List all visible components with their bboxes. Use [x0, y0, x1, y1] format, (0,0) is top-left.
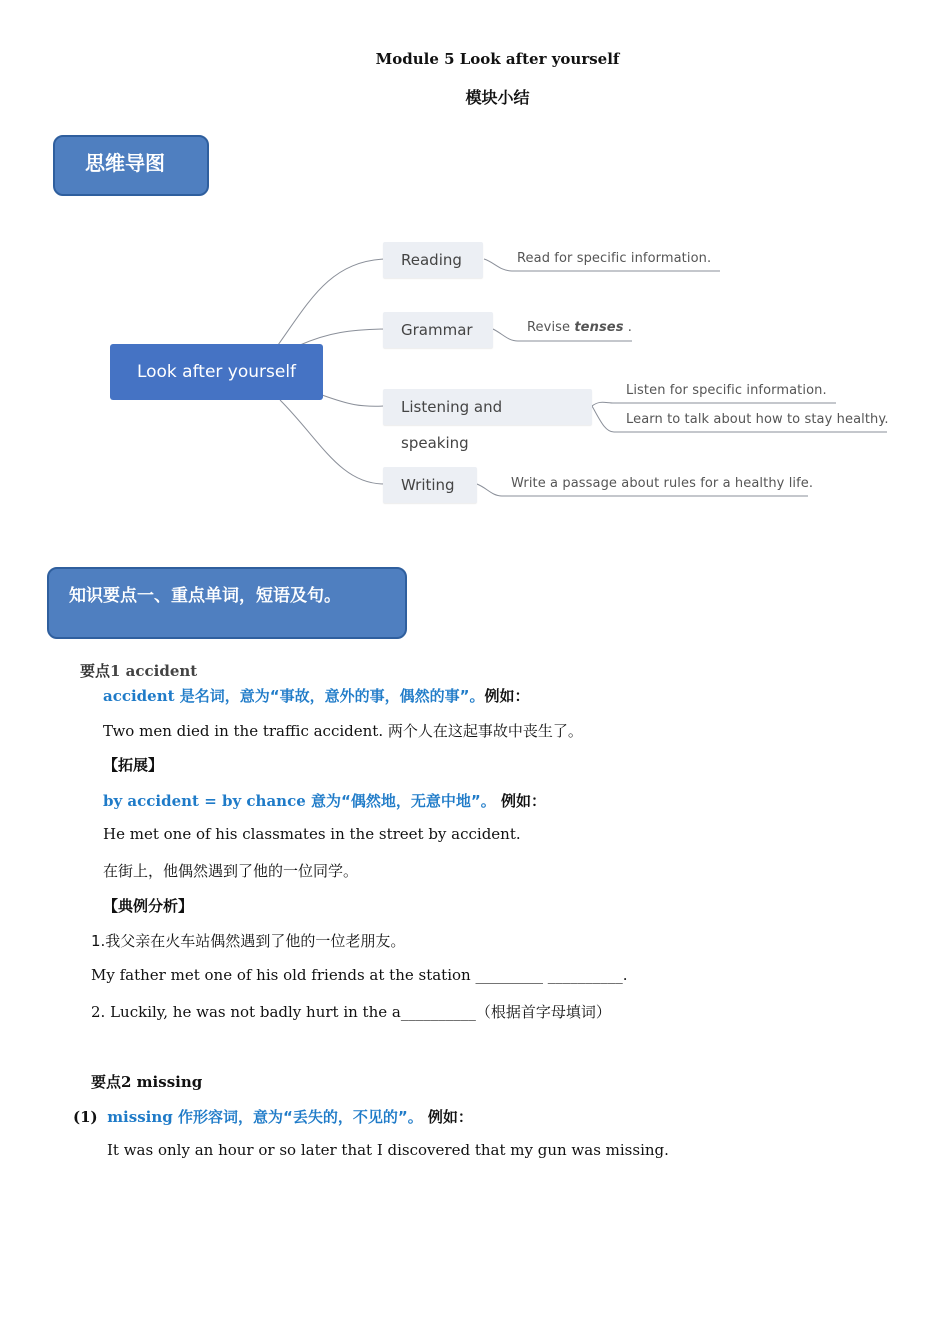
point1-question1-en: My father met one of his old friends at the station _________ __________.	[91, 966, 628, 984]
page-subtitle: 模块小结	[465, 88, 530, 107]
mindmap-branch-listening: Listening and speaking	[383, 389, 592, 425]
point1-def-example: 例如：	[484, 687, 530, 705]
point1-heading-en: 1 accident	[110, 662, 198, 680]
point1-example2-cn: 在街上，他偶然遇到了他的一位同学。	[103, 862, 359, 880]
point1-analysis-label: 【典例分析】	[103, 897, 194, 915]
point2-heading-cn: 要点	[91, 1073, 122, 1091]
mindmap-root: Look after yourself	[110, 344, 323, 400]
point1-phrase-text: 意为“偶然地，无意中地”。	[305, 792, 496, 810]
section-mindmap-label: 思维导图	[53, 135, 209, 196]
point1-question1-cn: 1.我父亲在火车站偶然遇到了他的一位老朋友。	[91, 932, 406, 950]
point2-def-word: missing	[107, 1108, 173, 1126]
point2-heading	[91, 1071, 202, 1092]
point1-definition	[103, 685, 530, 706]
point1-example1: Two men died in the traffic accident. 两个人在这起事故中丧生了。	[103, 722, 583, 740]
point2-example1: It was only an hour or so later that I discovered that my gun was missing.	[107, 1141, 669, 1159]
mindmap-leaf-writing: Write a passage about rules for a healthy life.	[511, 476, 814, 491]
point2-num: (1)	[73, 1108, 98, 1126]
point1-phrase-words: by accident = by chance	[103, 792, 306, 810]
point1-def-word: accident	[103, 687, 175, 705]
mindmap-leaf-listening-2: Learn to talk about how to stay healthy.	[626, 412, 889, 427]
mindmap-branch-grammar: Grammar	[383, 312, 493, 348]
point1-phrase-example: 例如：	[495, 792, 546, 810]
point1-phrase	[103, 790, 546, 811]
mindmap-leaf-grammar-em: tenses	[574, 320, 624, 335]
point1-heading-cn: 要点	[80, 662, 111, 680]
point1-question2: 2. Luckily, he was not badly hurt in the a__________（根据首字母填词）	[91, 1003, 611, 1021]
point1-extend-label: 【拓展】	[103, 756, 164, 774]
mindmap-leaf-grammar-prefix: Revise	[527, 320, 575, 335]
mindmap-leaf-grammar-suffix: .	[623, 320, 633, 335]
mindmap-leaf-listening-1: Listen for specific information.	[626, 383, 827, 398]
point1-def-text: 是名词，意为“事故，意外的事，偶然的事”。	[174, 687, 485, 705]
page-title: Module 5 Look after yourself	[375, 50, 620, 68]
point2-def-text: 作形容词，意为“丢失的，不见的”。	[172, 1108, 423, 1126]
mindmap-leaf-grammar	[527, 320, 632, 335]
point1-example2-en: He met one of his classmates in the street by accident.	[103, 825, 521, 843]
mindmap-branch-reading: Reading	[383, 242, 483, 278]
point2-definition	[73, 1106, 473, 1127]
point2-def-example: 例如：	[422, 1108, 473, 1126]
mindmap-leaf-reading: Read for specific information.	[517, 251, 712, 266]
section-knowledge-label: 知识要点一、重点单词，短语及句。	[47, 567, 407, 639]
mindmap-branch-writing: Writing	[383, 467, 477, 503]
point1-heading	[80, 660, 197, 681]
point2-heading-en: 2 missing	[121, 1073, 203, 1091]
